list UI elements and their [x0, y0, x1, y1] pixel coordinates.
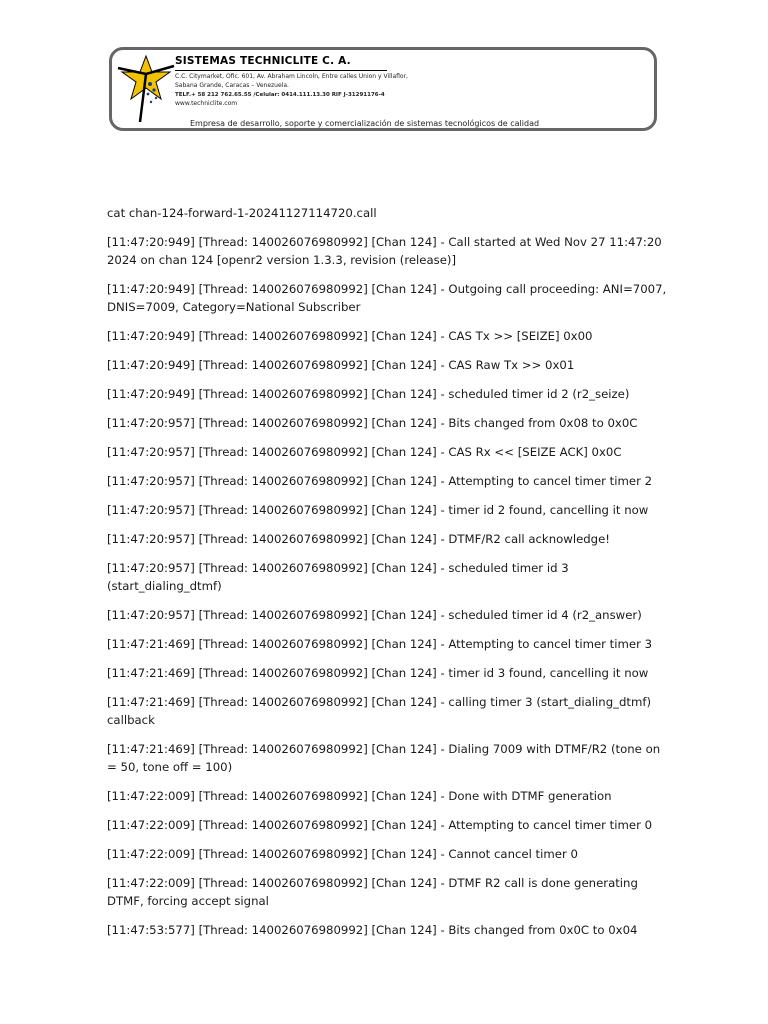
- log-line: [11:47:21:469] [Thread: 140026076980992] [Chan 124] - timer id 3 found, cancelling it now: [107, 666, 649, 680]
- log-line: [11:47:20:957] [Thread: 140026076980992] [Chan 124] - scheduled timer id 3 (start_dialing_dtmf): [107, 561, 569, 593]
- website-line: www.techniclite.com: [175, 100, 238, 107]
- log-line: [11:47:20:949] [Thread: 140026076980992] [Chan 124] - CAS Tx >> [SEIZE] 0x00: [107, 329, 593, 343]
- log-line: [11:47:20:957] [Thread: 140026076980992] [Chan 124] - Bits changed from 0x08 to 0x0C: [107, 416, 638, 430]
- log-line: [11:47:21:469] [Thread: 140026076980992] [Chan 124] - calling timer 3 (start_dialing_dtmf) callback: [107, 695, 652, 727]
- phone-line: TELF.+ 58 212 762.65.55 /Celular: 0414.111.13.30 RIF J-31291176-4: [175, 92, 385, 98]
- log-line: [11:47:20:957] [Thread: 140026076980992] [Chan 124] - timer id 2 found, cancelling it now: [107, 503, 649, 517]
- log-line: [11:47:20:957] [Thread: 140026076980992] [Chan 124] - scheduled timer id 4 (r2_answer): [107, 608, 642, 622]
- star-triangle-logo-icon: [116, 54, 176, 124]
- log-content: [107, 204, 667, 950]
- company-name-underline: [175, 70, 387, 71]
- log-line: [11:47:21:469] [Thread: 140026076980992] [Chan 124] - Attempting to cancel timer timer 3: [107, 637, 653, 651]
- company-tagline: Empresa de desarrollo, soporte y comercialización de sistemas tecnológicos de calidad: [190, 119, 540, 128]
- letterhead: [109, 47, 657, 131]
- address-line-1: C.C. Citymarket, Ofic. 601, Av. Abraham Lincoln, Entre calles Union y Villaflor,: [175, 73, 408, 80]
- log-line: [11:47:22:009] [Thread: 140026076980992] [Chan 124] - DTMF R2 call is done generating DTMF, forcing accept signal: [107, 876, 638, 908]
- log-line: [11:47:22:009] [Thread: 140026076980992] [Chan 124] - Done with DTMF generation: [107, 789, 612, 803]
- log-line: [11:47:20:957] [Thread: 140026076980992] [Chan 124] - CAS Rx << [SEIZE ACK] 0x0C: [107, 445, 622, 459]
- log-line: [11:47:20:949] [Thread: 140026076980992] [Chan 124] - scheduled timer id 2 (r2_seize): [107, 387, 630, 401]
- company-name: SISTEMAS TECHNICLITE C. A.: [175, 55, 351, 67]
- log-line: [11:47:20:957] [Thread: 140026076980992] [Chan 124] - DTMF/R2 call acknowledge!: [107, 532, 610, 546]
- address-line-2: Sabana Grande, Caracas – Venezuela.: [175, 82, 289, 89]
- log-line: [11:47:21:469] [Thread: 140026076980992] [Chan 124] - Dialing 7009 with DTMF/R2 (tone on = 50, tone off = 100): [107, 742, 661, 774]
- log-line: [11:47:20:949] [Thread: 140026076980992] [Chan 124] - Call started at Wed Nov 27 11:47:20 2024 on chan 124 [openr2 version 1.3.3, revision (release)]: [107, 235, 662, 267]
- log-line: [11:47:20:949] [Thread: 140026076980992] [Chan 124] - CAS Raw Tx >> 0x01: [107, 358, 575, 372]
- log-line: [11:47:20:957] [Thread: 140026076980992] [Chan 124] - Attempting to cancel timer timer 2: [107, 474, 653, 488]
- log-line: cat chan-124-forward-1-20241127114720.call: [107, 206, 377, 220]
- log-line: [11:47:20:949] [Thread: 140026076980992] [Chan 124] - Outgoing call proceeding: ANI=7007, DNIS=7009, Category=National Subscriber: [107, 282, 667, 314]
- log-line: [11:47:22:009] [Thread: 140026076980992] [Chan 124] - Attempting to cancel timer timer 0: [107, 818, 653, 832]
- log-line: [11:47:22:009] [Thread: 140026076980992] [Chan 124] - Cannot cancel timer 0: [107, 847, 578, 861]
- log-line: [11:47:53:577] [Thread: 140026076980992] [Chan 124] - Bits changed from 0x0C to 0x04: [107, 923, 638, 937]
